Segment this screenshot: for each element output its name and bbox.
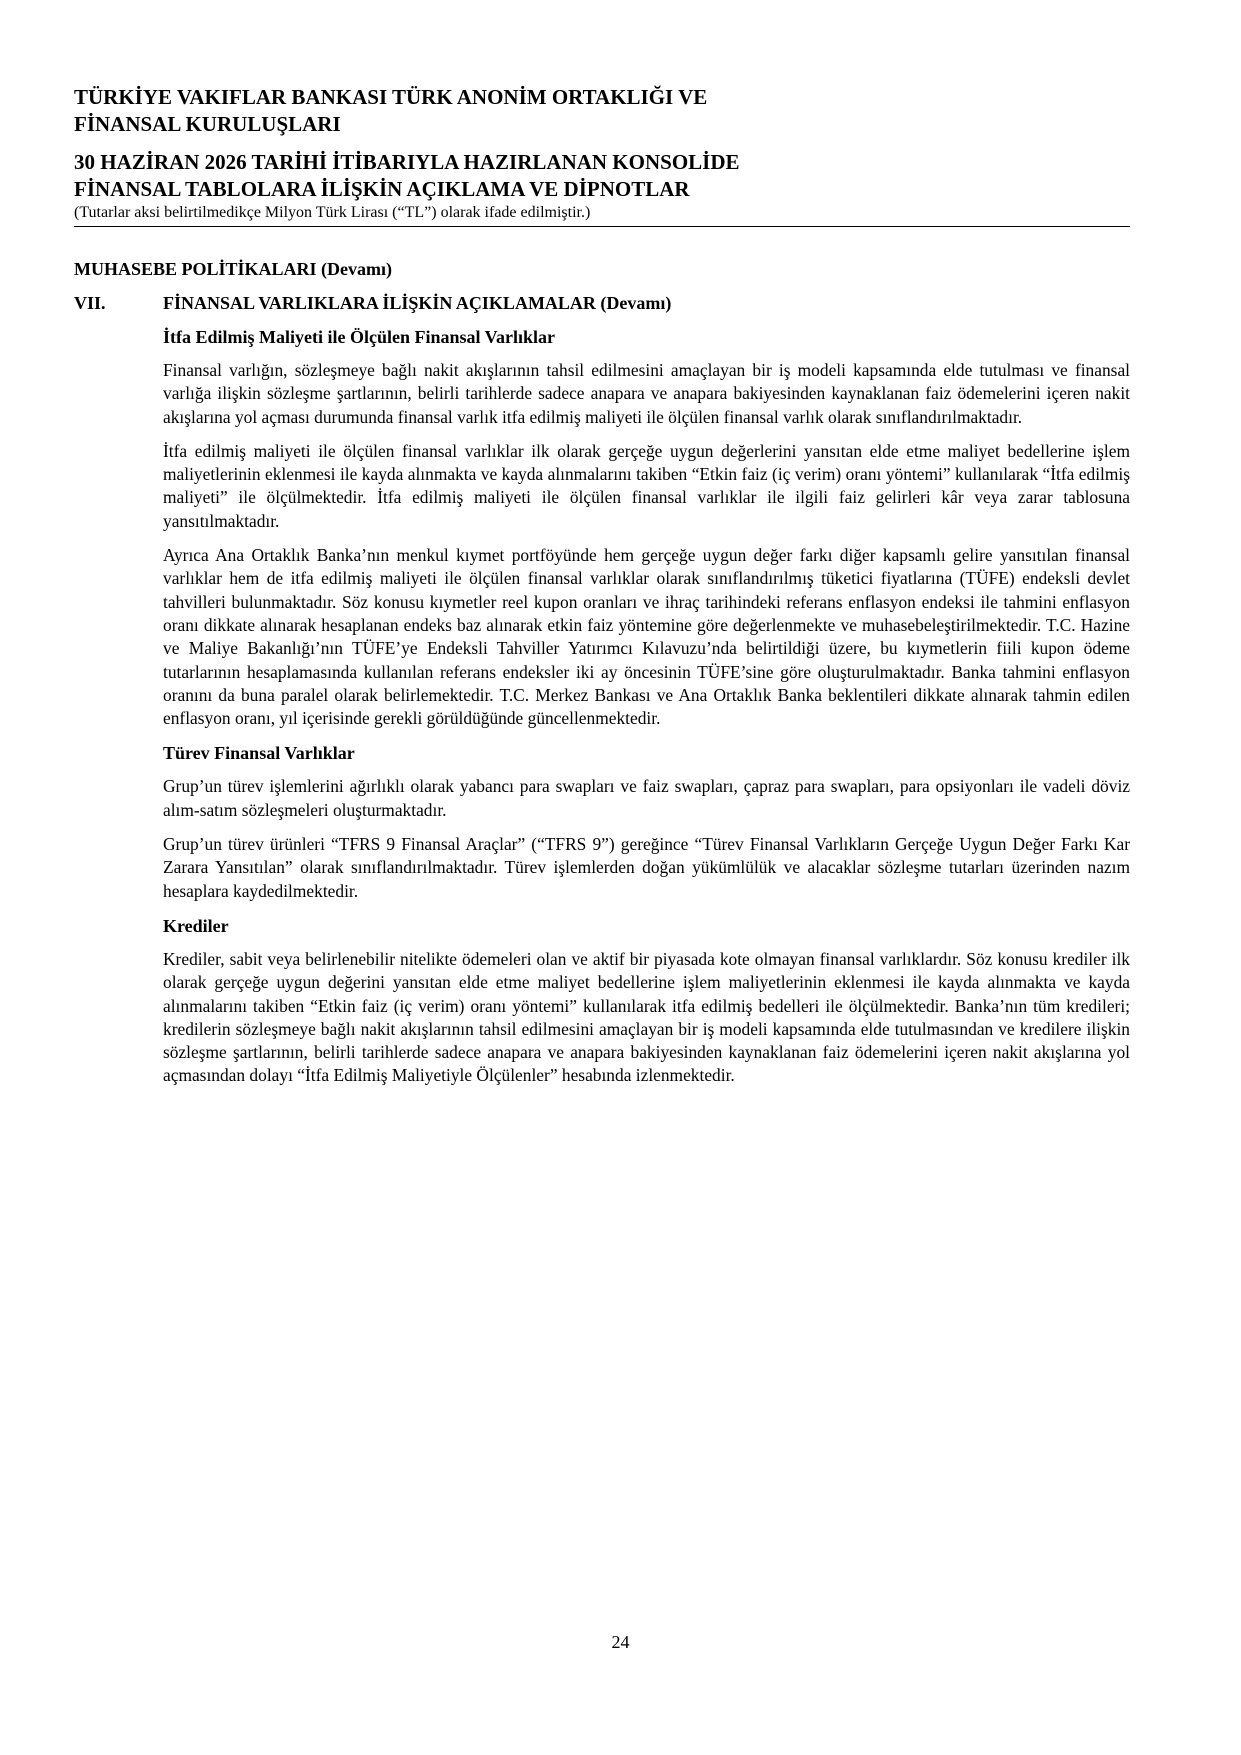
report-title-line2: FİNANSAL TABLOLARA İLİŞKİN AÇIKLAMA VE DİPNOTLAR <box>74 177 690 201</box>
paragraph: Ayrıca Ana Ortaklık Banka’nın menkul kıymet portföyünde hem gerçeğe uygun değer farkı diğer kapsamlı gelire yansıtılan finansal varlıklar hem de itfa edilmiş maliyeti ile ölçülen finansal varlıklar olarak sınıflandırılmış tüketici fiyatlarına (TÜFE) endeksli devlet tahvilleri bulunmaktadır. Söz konusu kıymetler reel kupon oranları ve ihraç tarihindeki referans enflasyon endeksi ile tahmini enflasyon oranı dikkate alınarak hesaplanan endeks baz alınarak etkin faiz yöntemine göre değerlenmekte ve muhasebeleştirilmektedir. T.C. Hazine ve Maliye Bakanlığı’nın TÜFE’ye Endeksli Tahviller Yatırımcı Kılavuzu’nda belirtildiği üzere, bu kıymetlerin fiili kupon ödeme tutarlarının hesaplamasında kullanılan referans endeksler iki ay öncesinin TÜFE’sine göre oluşturulmaktadır. Banka tahmini enflasyon oranını da buna paralel olarak belirlemektedir. T.C. Merkez Bankası ve Ana Ortaklık Banka beklentileri dikkate alınarak tahmin edilen enflasyon oranı, yıl içerisinde gerekli görüldüğünde güncellenmektedir. <box>163 545 1130 729</box>
report-title-line1: 30 HAZİRAN 2026 TARİHİ İTİBARIYLA HAZIRLANAN KONSOLİDE <box>74 150 740 174</box>
currency-note: (Tutarlar aksi belirtilmedikçe Milyon Türk Lirası (“TL”) olarak ifade edilmiştir.) <box>74 204 591 221</box>
subsection-title: Türev Finansal Varlıklar <box>163 743 355 764</box>
paragraph: Krediler, sabit veya belirlenebilir nitelikte ödemeleri olan ve aktif bir piyasada kote olmayan finansal varlıklardır. Söz konusu krediler ilk olarak gerçeğe uygun değerini yansıtan elde etme maliyet bedellerine işlem maliyetlerinin eklenmesi ile kayda alınmakta ve kayda alınmalarını takiben “Etkin faiz (iç verim) oranı yöntemi” kullanılarak itfa edilmiş bedelleri ile ölçülmektedir. Banka’nın tüm kredileri; kredilerin sözleşmeye bağlı nakit akışlarının tahsil edilmesini amaçlayan bir iş modeli kapsamında elde tutulmasından ve kredilere ilişkin sözleşme şartlarının, belirli tarihlerde sadece anapara ve anapara bakiyesinden kaynaklanan faiz ödemelerini içeren nakit akışlarına yol açmasından dolayı “İtfa Edilmiş Maliyetiyle Ölçülenler” hesabında izlenmektedir. <box>163 948 1130 1086</box>
paragraph: İtfa edilmiş maliyeti ile ölçülen finansal varlıklar ilk olarak gerçeğe uygun değerlerini yansıtan elde etme maliyet bedellerine işlem maliyetlerinin eklenmesi ile kayda alınmakta ve kayda alınmalarını takiben “Etkin faiz (iç verim) oranı yöntemi” kullanılarak “İtfa edilmiş maliyeti” ile ölçülmektedir. İtfa edilmiş maliyeti ile ölçülen finansal varlıklar ile ilgili faiz gelirleri kâr veya zarar tablosuna yansıtılmaktadır. <box>163 440 1130 531</box>
subsection-title: İtfa Edilmiş Maliyeti ile Ölçülen Finansal Varlıklar <box>163 327 556 347</box>
section-heading-row <box>74 292 1130 314</box>
paragraph: Finansal varlığın, sözleşmeye bağlı nakit akışlarının tahsil edilmesini amaçlayan bir iş modeli kapsamında elde tutulması ve finansal varlığa ilişkin sözleşme şartlarının, belirli tarihlerde sadece anapara ve anapara bakiyesinden kaynaklanan faiz ödemelerini içeren nakit akışlarına yol açması durumunda finansal varlık itfa edilmiş maliyeti ile ölçülen finansal varlık olarak sınıflandırılmaktadır. <box>163 360 1130 427</box>
header-divider <box>74 226 1130 227</box>
section-content <box>163 326 1130 1088</box>
document-page <box>74 84 1130 1088</box>
paragraph: Grup’un türev işlemlerini ağırlıklı olarak yabancı para swapları ve faiz swapları, çapraz para swapları, para opsiyonları ile vadeli döviz alım-satım sözleşmeleri oluşturmaktadır. <box>163 776 1130 820</box>
bank-name-line2: FİNANSAL KURULUŞLARI <box>74 112 341 136</box>
bank-name-line1: TÜRKİYE VAKIFLAR BANKASI TÜRK ANONİM ORTAKLIĞI VE <box>74 85 708 109</box>
subsection-title: Krediler <box>163 915 229 936</box>
section-number: VII. <box>74 293 106 313</box>
section-title: MUHASEBE POLİTİKALARI (Devamı) <box>74 259 393 279</box>
section-heading: FİNANSAL VARLIKLARA İLİŞKİN AÇIKLAMALAR (Devamı) <box>163 293 672 313</box>
paragraph: Grup’un türev ürünleri “TFRS 9 Finansal Araçlar” (“TFRS 9”) gereğince “Türev Finansal Varlıkların Gerçeğe Uygun Değer Farkı Kar Zarara Yansıtılan” olarak sınıflandırılmaktadır. Türev işlemlerden doğan yükümlülük ve alacaklar sözleşme tutarları üzerinden nazım hesaplara kaydedilmektedir. <box>163 834 1130 901</box>
page-number: 24 <box>611 1632 630 1652</box>
